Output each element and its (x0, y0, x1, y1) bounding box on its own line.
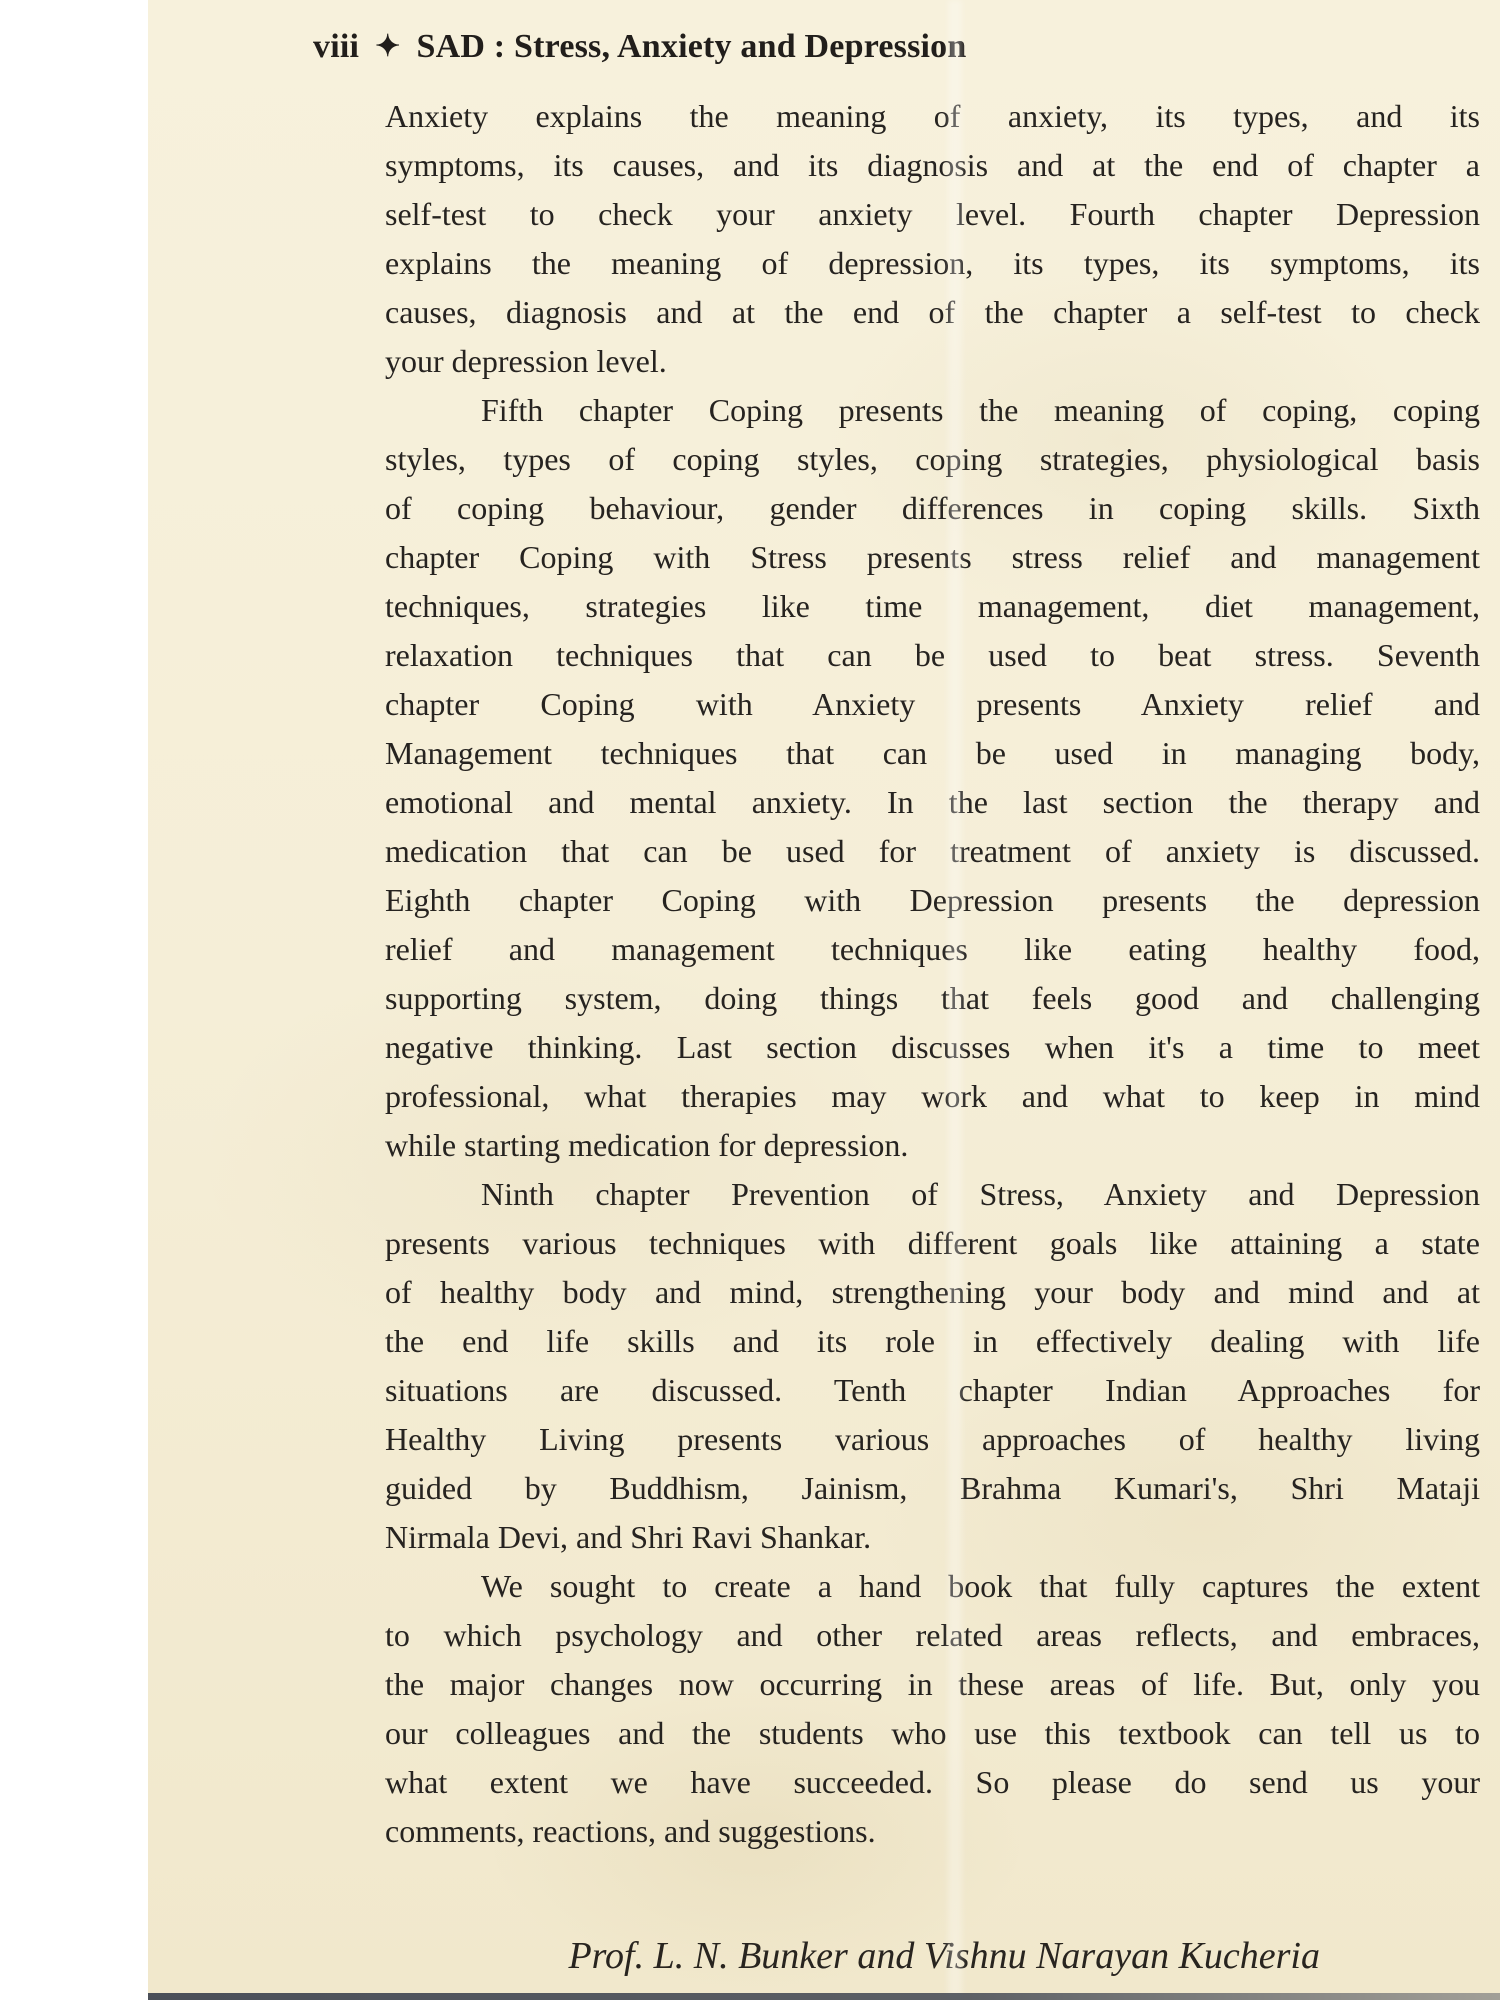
text-line: causes, diagnosis and at the end of the chapter a self-test to check (385, 294, 1480, 330)
text-line: emotional and mental anxiety. In the last section the therapy and (385, 784, 1480, 820)
text-line: symptoms, its causes, and its diagnosis and at the end of chapter a (385, 147, 1480, 183)
preface-text (385, 92, 1480, 1856)
text-line: Healthy Living presents various approaches of healthy living (385, 1421, 1480, 1457)
text-line: Anxiety explains the meaning of anxiety, its types, and its (385, 98, 1480, 134)
text-line: to which psychology and other related areas reflects, and embraces, (385, 1617, 1480, 1653)
text-line: techniques, strategies like time management, diet management, (385, 588, 1480, 624)
text-line: the end life skills and its role in effectively dealing with life (385, 1323, 1480, 1359)
text-line: relief and management techniques like eating healthy food, (385, 931, 1480, 967)
paragraph (385, 1170, 1480, 1562)
text-line: guided by Buddhism, Jainism, Brahma Kumari's, Shri Mataji (385, 1470, 1480, 1506)
text-line: chapter Coping with Stress presents stress relief and management (385, 539, 1480, 575)
text-line: Fifth chapter Coping presents the meaning of coping, coping (481, 392, 1480, 428)
text-line: the major changes now occurring in these areas of life. But, only you (385, 1666, 1480, 1702)
text-line: Management techniques that can be used in managing body, (385, 735, 1480, 771)
text-line: of coping behaviour, gender differences in coping skills. Sixth (385, 490, 1480, 526)
paragraph (385, 1562, 1480, 1856)
text-line: professional, what therapies may work and what to keep in mind (385, 1078, 1480, 1114)
author-signature: Prof. L. N. Bunker and Vishnu Narayan Kucheria (568, 1935, 1320, 1977)
text-line: We sought to create a hand book that fully captures the extent (481, 1568, 1480, 1604)
text-line: styles, types of coping styles, coping strategies, physiological basis (385, 441, 1480, 477)
text-line: while starting medication for depression. (385, 1127, 909, 1163)
text-line: medication that can be used for treatment of anxiety is discussed. (385, 833, 1480, 869)
text-line: your depression level. (385, 343, 667, 379)
text-line: explains the meaning of depression, its types, its symptoms, its (385, 245, 1480, 281)
paragraph (385, 386, 1480, 1170)
paragraph (385, 92, 1480, 386)
text-line: of healthy body and mind, strengthening your body and mind and at (385, 1274, 1480, 1310)
text-line: comments, reactions, and suggestions. (385, 1813, 876, 1849)
scan-bottom-edge (148, 1993, 1500, 2000)
diamond-icon: ✦ (375, 30, 401, 63)
running-header (313, 28, 967, 66)
text-line: Ninth chapter Prevention of Stress, Anxiety and Depression (481, 1176, 1480, 1212)
text-line: negative thinking. Last section discusses when it's a time to meet (385, 1029, 1480, 1065)
text-line: presents various techniques with different goals like attaining a state (385, 1225, 1480, 1261)
text-line: what extent we have succeeded. So please do send us your (385, 1764, 1480, 1800)
book-title: SAD : Stress, Anxiety and Depression (416, 28, 967, 65)
book-page (148, 0, 1500, 2000)
text-line: our colleagues and the students who use this textbook can tell us to (385, 1715, 1480, 1751)
text-line: self-test to check your anxiety level. Fourth chapter Depression (385, 196, 1480, 232)
text-line: situations are discussed. Tenth chapter Indian Approaches for (385, 1372, 1480, 1408)
text-line: chapter Coping with Anxiety presents Anxiety relief and (385, 686, 1480, 722)
page-number: viii (313, 28, 360, 65)
text-line: Nirmala Devi, and Shri Ravi Shankar. (385, 1519, 872, 1555)
text-line: relaxation techniques that can be used to beat stress. Seventh (385, 637, 1480, 673)
text-line: Eighth chapter Coping with Depression presents the depression (385, 882, 1480, 918)
text-line: supporting system, doing things that feels good and challenging (385, 980, 1480, 1016)
